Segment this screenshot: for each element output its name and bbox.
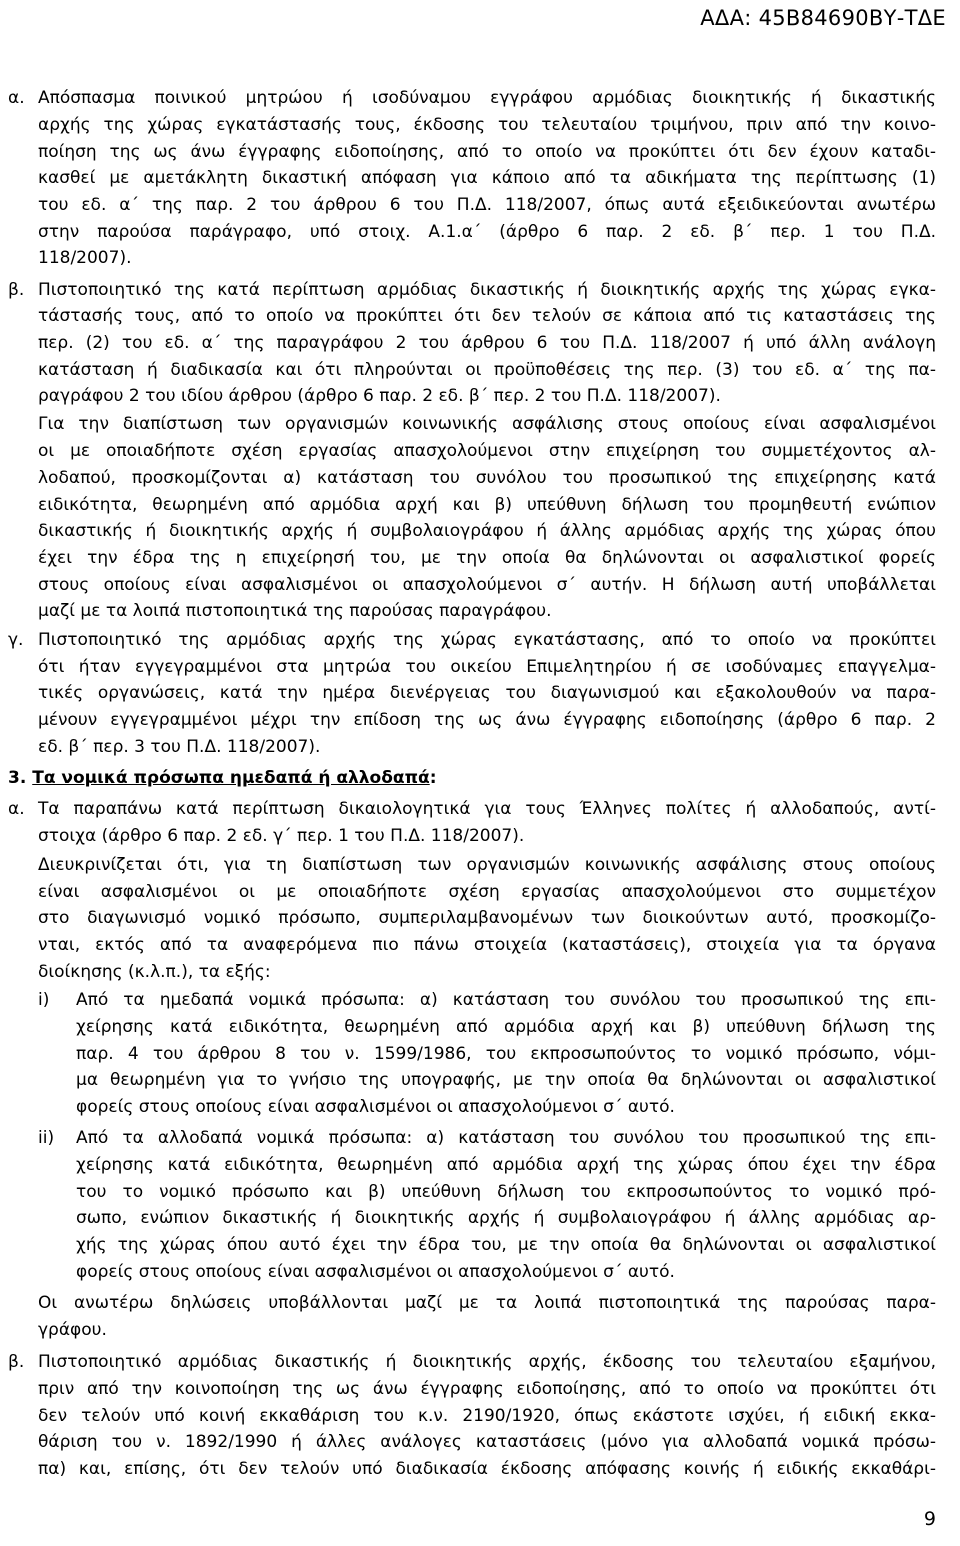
text-line: Για την διαπίστωση των οργανισμών κοινωνικής ασφάλισης στους οποίους είναι ασφαλισμένοι — [38, 414, 936, 434]
section-heading — [8, 766, 437, 790]
subitem-label: ii) — [38, 1128, 55, 1148]
text-line: αρχής της χώρας εγκατάστασής τους, έκδοσης του τελευταίου τριμήνου, πριν από την κοινο- — [38, 115, 936, 135]
text-line: Πιστοποιητικό της κατά περίπτωση αρμόδιας δικαστικής ή διοικητικής αρχής της χώρας εγκα- — [38, 280, 936, 300]
text-line: χής της χώρας όπου αυτό έχει την έδρα του, με την οποία θα δηλώνονται οι ασφαλιστικοί — [76, 1235, 936, 1255]
text-line: λοδαπού, προσκομίζονται α) κατάσταση του συνόλου του προσωπικού της επιχείρησης κατά — [38, 468, 936, 488]
text-line: στην παρούσα παράγραφο, υπό στοιχ. Α.1.α΄ (άρθρο 6 παρ. 2 εδ. β΄ περ. 1 του Π.Δ. — [38, 222, 936, 242]
text-line: σωπο, ενώπιον δικαστικής ή διοικητικής αρχής ή συμβολαιογράφου ή άλλης αρμόδιας αρ- — [76, 1208, 936, 1228]
text-line: Πιστοποιητικό αρμόδιας δικαστικής ή διοικητικής αρχής, έκδοσης του τελευταίου εξαμήνου, — [38, 1352, 936, 1372]
text-line: χείρησης κατά ειδικότητα, θεωρημένη από αρμόδια αρχή της χώρας όπου έχει την έδρα — [76, 1155, 936, 1175]
text-line: τικές οργανώσεις, κατά την ημέρα διενέργειας του διαγωνισμού και εξακολουθούν να παρα- — [38, 683, 936, 703]
text-line: πα) και, επίσης, ότι δεν τελούν υπό διαδικασία έκδοσης απόφασης κοινής ή ειδικής εκκαθάρι- — [38, 1459, 936, 1479]
text-line: 118/2007). — [38, 248, 132, 268]
text-line: δεν τελούν υπό κοινή εκκαθάριση του κ.ν. 2190/1920, όπως εκάστοτε ισχύει, ή ειδική εκκα- — [38, 1406, 936, 1426]
text-line: Πιστοποιητικό της αρμόδιας αρχής της χώρας εγκατάστασης, από το οποίο να προκύπτει — [38, 630, 936, 650]
item-label: γ. — [8, 630, 24, 650]
text-line: νται, εκτός από τα αναφερόμενα πιο πάνω στοιχεία (καταστάσεις), στοιχεία για τα όργανα — [38, 935, 936, 955]
text-line: έχει την έδρα της η επιχείρησή του, με την οποία θα δηλώνονται οι ασφαλιστικοί φορείς — [38, 548, 936, 568]
text-line: χείρησης κατά ειδικότητα, θεωρημένη από αρμόδια αρχή και β) υπεύθυνη δήλωση της — [76, 1017, 936, 1037]
text-line: περ. (2) του εδ. α΄ της παραγράφου 2 του άρθρου 6 του Π.Δ. 118/2007 ή υπό άλλη ανάλογη — [38, 333, 936, 353]
text-line: ειδικότητα, θεωρημένη από αρμόδια αρχή και β) υπεύθυνη δήλωση του προμηθευτή ενώπιον — [38, 495, 936, 515]
text-line: διοίκησης (κ.λ.π.), τα εξής: — [38, 962, 271, 982]
item-label: α. — [8, 88, 25, 108]
text-line: εδ. β΄ περ. 3 του Π.Δ. 118/2007). — [38, 737, 321, 757]
text-line: πριν από την κοινοποίηση της ως άνω έγγραφης ειδοποίησης, από το οποίο να προκύπτει ότι — [38, 1379, 936, 1399]
text-line: στοιχα (άρθρο 6 παρ. 2 εδ. γ΄ περ. 1 του Π.Δ. 118/2007). — [38, 826, 525, 846]
text-line: μαζί με τα λοιπά πιστοποιητικά της παρούσας παραγράφου. — [38, 601, 552, 621]
text-line: κατάσταση ή διαδικασία και ότι πληρούνται οι προϋποθέσεις της περ. (3) του εδ. α΄ της πα- — [38, 360, 936, 380]
item-label: α. — [8, 799, 25, 819]
text-line: ότι ήταν εγγεγραμμένοι στα μητρώα του οικείου Επιμελητηρίου ή σε ισοδύναμες επαγγελμα- — [38, 657, 936, 677]
item-label: β. — [8, 1352, 25, 1372]
text-line: μένουν εγγεγραμμένοι μέχρι την επίδοση της ως άνω έγγραφης ειδοποίησης (άρθρο 6 παρ. 2 — [38, 710, 936, 730]
section-title: Τα νομικά πρόσωπα ημεδαπά ή αλλοδαπά — [32, 768, 430, 788]
text-line: του εδ. α΄ της παρ. 2 του άρθρου 6 του Π.Δ. 118/2007, όπως αυτά εξειδικεύονται ανωτέρω — [38, 195, 936, 215]
section-number: 3. — [8, 768, 33, 788]
ada-header: ΑΔΑ: 45Β84690ΒΥ-ΤΔΕ — [700, 6, 946, 30]
item-label: β. — [8, 280, 25, 300]
text-line: θάριση του ν. 1892/1990 ή άλλες ανάλογες καταστάσεις (μόνο για αλλοδαπά νομικά πρόσω- — [38, 1432, 936, 1452]
text-line: Από τα ημεδαπά νομικά πρόσωπα: α) κατάσταση του συνόλου του προσωπικού της επι- — [76, 990, 936, 1010]
text-line: ποίηση της ως άνω έγγραφης ειδοποίησης, από το οποίο να προκύπτει ότι δεν έχουν καταδι- — [38, 142, 936, 162]
text-line: δικαστικής ή διοικητικής αρχής ή συμβολαιογράφου ή άλλης αρμόδιας αρχής της χώρας όπου — [38, 521, 936, 541]
text-line: φορείς στους οποίους είναι ασφαλισμένοι οι απασχολούμενοι σ΄ αυτό. — [76, 1262, 675, 1282]
text-line: οι με οποιαδήποτε σχέση εργασίας απασχολούμενοι στην επιχείρηση του συμμετέχοντος αλ- — [38, 441, 936, 461]
subitem-label: i) — [38, 990, 50, 1010]
text-line: γράφου. — [38, 1320, 107, 1340]
text-line: Από τα αλλοδαπά νομικά πρόσωπα: α) κατάσταση του συνόλου του προσωπικού της επι- — [76, 1128, 936, 1148]
text-line: είναι ασφαλισμένοι οι με οποιαδήποτε σχέση εργασίας απασχολούμενοι στο συμμετέχον — [38, 882, 936, 902]
text-line: φορείς στους οποίους είναι ασφαλισμένοι οι απασχολούμενοι σ΄ αυτό. — [76, 1097, 675, 1117]
text-line: παρ. 4 του άρθρου 8 του ν. 1599/1986, του εκπροσωπούντος το νομικό πρόσωπο, νόμι- — [76, 1044, 936, 1064]
text-line: τάστασής τους, από το οποίο να προκύπτει ότι δεν τελούν σε κάποια από τις καταστάσεις της — [38, 306, 936, 326]
text-line: Τα παραπάνω κατά περίπτωση δικαιολογητικά για τους Έλληνες πολίτες ή αλλοδαπούς, αντί- — [38, 799, 936, 819]
text-line: του το νομικό πρόσωπο και β) υπεύθυνη δήλωση του εκπροσωπούντος το νομικό πρό- — [76, 1182, 936, 1202]
text-line: στους οποίους είναι ασφαλισμένοι οι απασχολούμενοι σ΄ αυτήν. Η δήλωση αυτή υποβάλλεται — [38, 575, 936, 595]
text-line: μα θεωρημένη για το γνήσιο της υπογραφής, με την οποία θα δηλώνονται οι ασφαλιστικοί — [76, 1070, 936, 1090]
text-line: ραγράφου 2 του ιδίου άρθρου (άρθρο 6 παρ. 2 εδ. β΄ περ. 2 του Π.Δ. 118/2007). — [38, 386, 721, 406]
text-line: Απόσπασμα ποινικού μητρώου ή ισοδύναμου εγγράφου αρμόδιας διοικητικής ή δικαστικής — [38, 88, 936, 108]
text-line: Οι ανωτέρω δηλώσεις υποβάλλονται μαζί με τα λοιπά πιστοποιητικά της παρούσας παρα- — [38, 1293, 936, 1313]
text-line: κασθεί με αμετάκλητη δικαστική απόφαση για κάποιο από τα αδικήματα της περίπτωσης (1) — [38, 168, 936, 188]
text-line: Διευκρινίζεται ότι, για τη διαπίστωση των οργανισμών κοινωνικής ασφάλισης στους οποίους — [38, 855, 936, 875]
page-number: 9 — [923, 1508, 936, 1530]
text-line: στο διαγωνισμό νομικό πρόσωπο, συμπεριλαμβανομένων των διοικούντων αυτό, προσκομίζο- — [38, 908, 936, 928]
section-colon: : — [429, 768, 437, 788]
